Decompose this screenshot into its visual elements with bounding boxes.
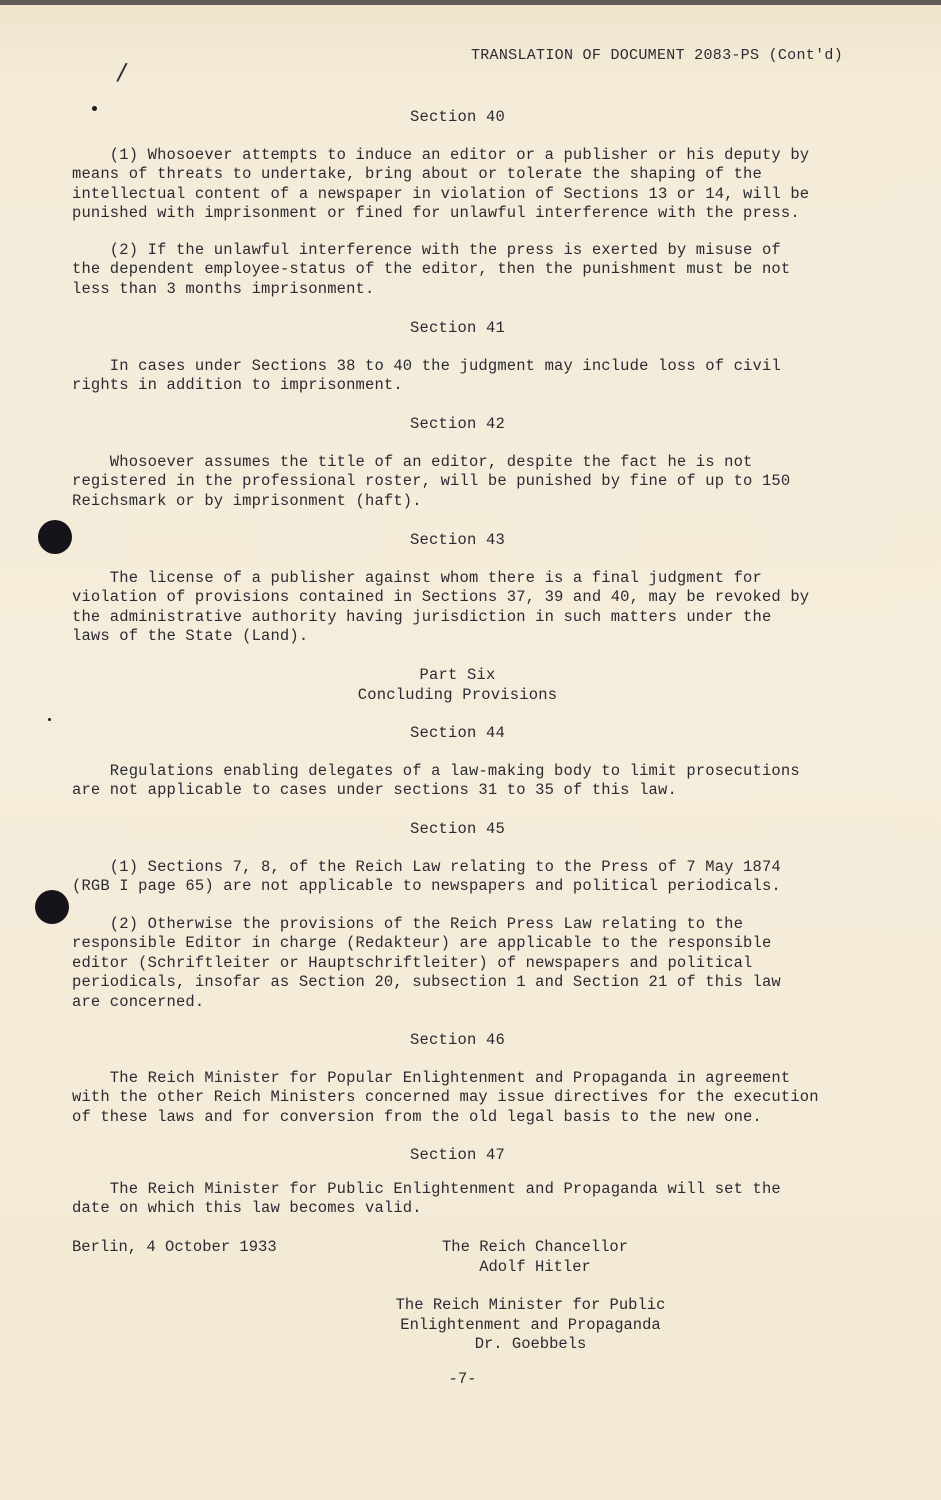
section-title: Section 47 bbox=[409, 1146, 505, 1164]
paragraph: (2) Otherwise the provisions of the Reich Press Law relating to the responsible Editor in charge (Redakteur) are applicable to the responsible editor (Schriftleiter or Hauptschriftleiter) of newspapers and political periodicals, insofar as Section 20, subsection 1 and Section 21 of this law are concerned. bbox=[72, 915, 781, 1011]
section-title: Section 42 bbox=[409, 415, 505, 433]
section-title: Section 45 bbox=[409, 820, 505, 838]
section-title: Section 44 bbox=[409, 724, 505, 742]
paragraph: Regulations enabling delegates of a law-making body to limit prosecutions are not applicable to cases under sections 31 to 35 of this law. bbox=[72, 762, 800, 800]
paragraph: The license of a publisher against whom there is a final judgment for violation of provisions contained in Sections 37, 39 and 40, may be revoked by the administrative authority having jurisdiction in such matters under the laws of the State (Land). bbox=[72, 569, 810, 646]
paragraph: (1) Sections 7, 8, of the Reich Law relating to the Press of 7 May 1874 (RGB I page 65) are not applicable to newspapers and political periodicals. bbox=[72, 858, 781, 896]
paragraph: Whosoever assumes the title of an editor, despite the fact he is not registered in the professional roster, will be punished by fine of up to 150 Reichsmark or by imprisonment (haft). bbox=[72, 453, 791, 510]
chancellor-signature: The Reich Chancellor Adolf Hitler bbox=[441, 1238, 629, 1276]
section-title: Section 41 bbox=[409, 319, 505, 337]
ink-speck bbox=[48, 718, 51, 721]
place-date: Berlin, 4 October 1933 bbox=[72, 1238, 277, 1256]
paragraph: The Reich Minister for Public Enlightenment and Propaganda will set the date on which this law becomes valid. bbox=[72, 1180, 781, 1218]
paragraph: (2) If the unlawful interference with the press is exerted by misuse of the dependent employee-status of the editor, then the punishment must be not less than 3 months imprisonment. bbox=[72, 241, 791, 298]
paragraph: In cases under Sections 38 to 40 the judgment may include loss of civil rights in addition to imprisonment. bbox=[72, 357, 781, 395]
section-title: Section 43 bbox=[409, 531, 505, 549]
page-number: -7- bbox=[448, 1370, 477, 1388]
part-title: Part Six Concluding Provisions bbox=[357, 666, 558, 704]
paragraph: The Reich Minister for Popular Enlightenment and Propaganda in agreement with the other Reich Ministers concerned may issue directives for the execution of these laws and for conversion from the old legal basis to the new one. bbox=[72, 1069, 819, 1126]
punch-hole bbox=[35, 890, 69, 924]
minister-signature: The Reich Minister for Public Enlightenment and Propaganda Dr. Goebbels bbox=[395, 1296, 666, 1353]
document-header: TRANSLATION OF DOCUMENT 2083-PS (Cont'd) bbox=[470, 47, 843, 64]
section-title: Section 40 bbox=[409, 108, 505, 126]
pen-mark: / bbox=[115, 57, 129, 87]
paragraph: (1) Whosoever attempts to induce an editor or a publisher or his deputy by means of threats to undertake, bring about or tolerate the shaping of the intellectual content of a newspaper in violation of Sections 13 or 14, will be punished with imprisonment or fined for unlawful interference with the press. bbox=[72, 146, 810, 223]
section-title: Section 46 bbox=[409, 1031, 505, 1049]
scan-top-edge bbox=[0, 0, 941, 5]
